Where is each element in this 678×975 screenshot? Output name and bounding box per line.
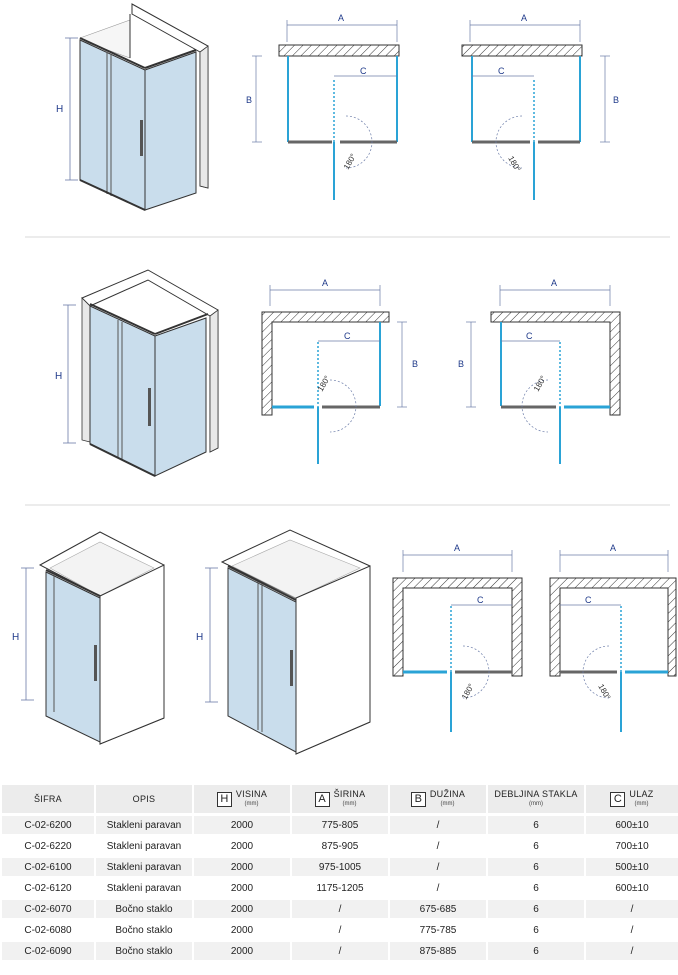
dim-label-c: C: [526, 331, 533, 341]
height-dimension: [196, 568, 218, 702]
cell-sifra: C-02-6080: [24, 924, 72, 936]
cell-ulaz: /: [630, 924, 634, 936]
table-row: [2, 837, 678, 855]
cell-visina: 2000: [230, 882, 254, 894]
cell-ulaz: 500±10: [586, 858, 678, 876]
dim-label-b: B: [412, 359, 419, 369]
header-duzina: B DUŽINA (mm): [390, 785, 486, 813]
cell-sirina: 875-905: [321, 840, 359, 852]
height-dimension: [56, 38, 78, 180]
cell-opis: Bočno staklo: [96, 942, 192, 960]
dim-label-h: H: [12, 632, 20, 643]
table-row: [2, 879, 678, 897]
angle-label: 180°: [506, 154, 523, 174]
cell-sifra: C-02-6070: [2, 900, 94, 918]
header-sifra: ŠIFRA: [2, 785, 94, 813]
c-letter-icon: C: [610, 792, 625, 807]
table-row: [2, 942, 678, 960]
cell-duzina: 775-785: [419, 924, 457, 936]
cell-visina: 2000: [230, 840, 254, 852]
dim-label-a: A: [322, 278, 329, 288]
cell-sirina: 775-805: [292, 816, 388, 834]
b-letter-icon: B: [411, 792, 426, 807]
cell-debljina: 6: [533, 882, 539, 894]
cell-sirina: /: [292, 942, 388, 960]
h-letter-icon: H: [217, 792, 232, 807]
angle-label: 180°: [459, 682, 477, 701]
cell-duzina: 675-685: [390, 900, 486, 918]
plan-alcove-left: [550, 543, 676, 732]
cell-ulaz: /: [586, 942, 678, 960]
cell-sifra: C-02-6100: [2, 858, 94, 876]
cell-visina: 2000: [230, 924, 254, 936]
cell-sifra: C-02-6200: [2, 816, 94, 834]
dim-label-h: H: [56, 104, 64, 115]
dim-label-a: A: [521, 13, 528, 23]
cell-debljina: 6: [488, 942, 584, 960]
cell-sirina: /: [292, 900, 388, 918]
cell-ulaz: 700±10: [615, 840, 649, 852]
a-letter-icon: A: [315, 792, 330, 807]
cell-visina: 2000: [194, 816, 290, 834]
dim-label-h: H: [196, 632, 204, 643]
cell-debljina: 6: [533, 924, 539, 936]
table-row: [2, 816, 678, 834]
spec-table: [0, 782, 678, 963]
plan-niche-right: [262, 278, 418, 464]
dim-label-c: C: [360, 66, 367, 76]
dim-label-c: C: [344, 331, 351, 341]
cell-sifra: C-02-6090: [2, 942, 94, 960]
dim-label-b: B: [613, 95, 620, 105]
cell-opis: Bočno staklo: [96, 900, 192, 918]
height-dimension: [55, 305, 76, 443]
height-dimension: [12, 568, 34, 700]
plan-corner-left: [462, 13, 619, 200]
cell-ulaz: 600±10: [586, 816, 678, 834]
table-row: [2, 858, 678, 876]
cell-debljina: 6: [533, 840, 539, 852]
cell-duzina: /: [436, 882, 440, 894]
header-opis: OPIS: [96, 785, 192, 813]
cell-duzina: /: [390, 816, 486, 834]
cell-sirina: 1175-1205: [316, 882, 364, 894]
angle-label: 180°: [531, 374, 549, 393]
header-ulaz: C ULAZ (mm): [586, 785, 678, 813]
header-debljina: DEBLJINA STAKLA (mm): [488, 785, 584, 813]
enclosure-3d-alcove-single: [40, 532, 164, 744]
enclosure-3d-corner: [80, 4, 208, 210]
cell-sifra: C-02-6220: [24, 840, 72, 852]
plan-corner-right: [246, 13, 399, 200]
cell-debljina: 6: [488, 900, 584, 918]
dim-label-a: A: [454, 543, 461, 553]
table-header-row: [2, 785, 678, 813]
dim-label-a: A: [551, 278, 558, 288]
enclosure-3d-alcove-double: [222, 530, 370, 754]
cell-opis: Stakleni paravan: [96, 858, 192, 876]
cell-opis: Stakleni paravan: [106, 882, 182, 894]
dim-label-b: B: [246, 95, 253, 105]
enclosure-3d-niche: [82, 270, 218, 476]
angle-label: 180°: [315, 374, 333, 393]
dim-label-a: A: [610, 543, 617, 553]
dim-label-a: A: [338, 13, 345, 23]
cell-opis: Stakleni paravan: [106, 840, 182, 852]
cell-visina: 2000: [194, 858, 290, 876]
plan-alcove-right: [393, 543, 522, 732]
dim-label-c: C: [498, 66, 505, 76]
dim-label-c: C: [477, 595, 484, 605]
cell-sifra: C-02-6120: [24, 882, 72, 894]
cell-duzina: 875-885: [390, 942, 486, 960]
cell-sirina: 975-1005: [292, 858, 388, 876]
cell-duzina: /: [436, 840, 440, 852]
dim-label-b: B: [458, 359, 465, 369]
dim-label-c: C: [585, 595, 592, 605]
cell-debljina: 6: [488, 858, 584, 876]
header-sirina: A ŠIRINA (mm): [292, 785, 388, 813]
angle-label: 180°: [596, 682, 613, 702]
dim-label-h: H: [55, 371, 63, 382]
cell-sirina: /: [338, 924, 342, 936]
cell-ulaz: 600±10: [615, 882, 649, 894]
cell-debljina: 6: [488, 816, 584, 834]
cell-opis: Stakleni paravan: [96, 816, 192, 834]
cell-ulaz: /: [586, 900, 678, 918]
plan-niche-left: [458, 278, 620, 464]
cell-visina: 2000: [194, 900, 290, 918]
angle-label: 180°: [341, 152, 359, 171]
cell-duzina: /: [390, 858, 486, 876]
table-row: [2, 921, 678, 939]
header-visina: H VISINA (mm): [194, 785, 290, 813]
cell-visina: 2000: [194, 942, 290, 960]
table-row: [2, 900, 678, 918]
cell-opis: Bočno staklo: [115, 924, 173, 936]
